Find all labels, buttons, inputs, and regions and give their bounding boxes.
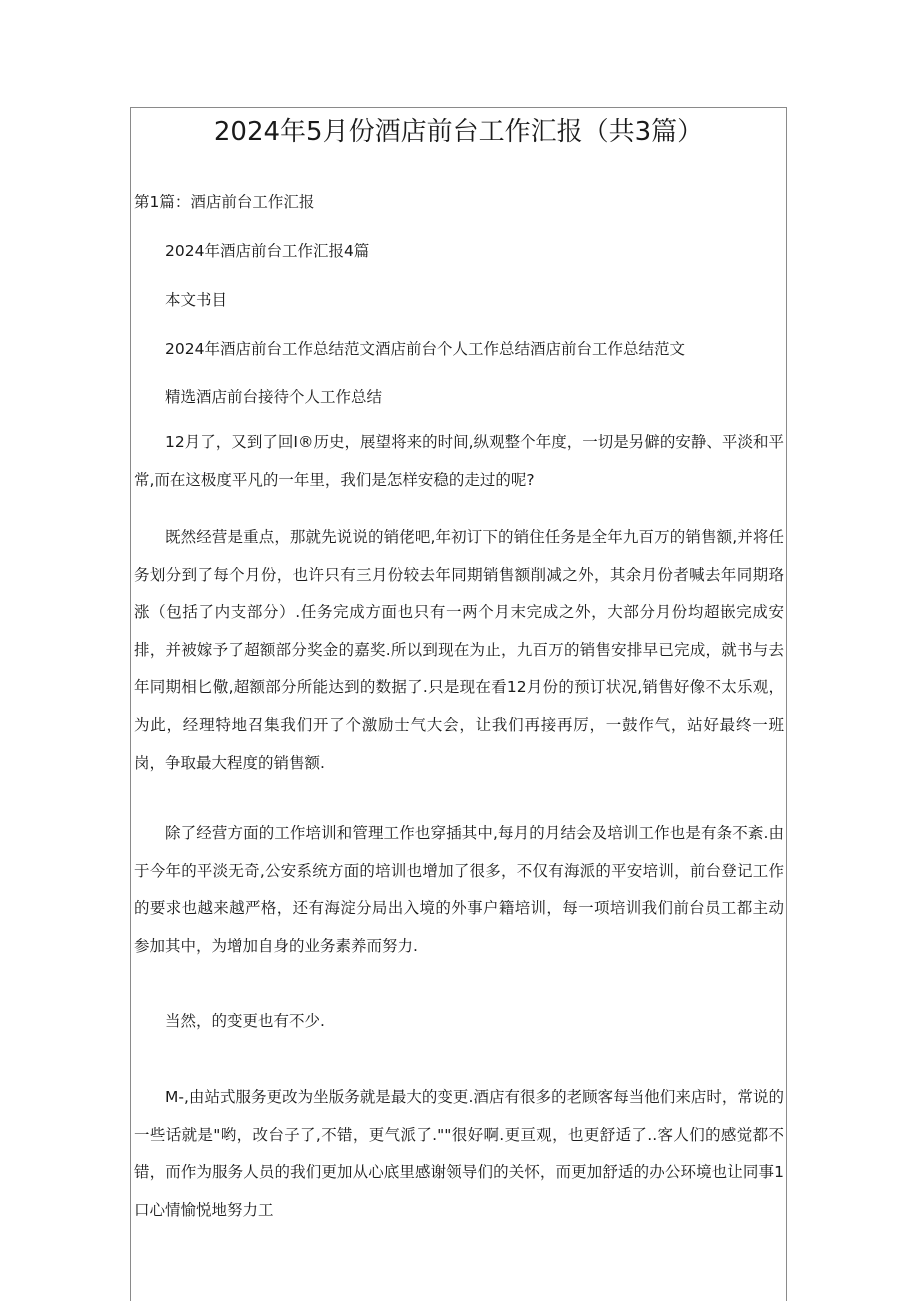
subtitle: 2024年酒店前台工作汇报4篇 xyxy=(165,242,370,260)
part-heading: 第1篇：酒店前台工作汇报 xyxy=(134,193,315,211)
toc-label: 本文书目 xyxy=(165,291,228,309)
document-title: 2024年5月份酒店前台工作汇报（共3篇） xyxy=(213,117,704,147)
toc-line: 2024年酒店前台工作总结范文酒店前台个人工作总结酒店前台工作总结范文 xyxy=(165,340,685,358)
body-paragraph: 当然，的变更也有不少. xyxy=(165,1012,325,1030)
body-paragraph: 既然经营是重点，那就先说说的销佬吧,年初订下的销住任务是全年九百万的销售额,并将任务划分到了每个月份，也许只有三月份较去年同期销售额削减之外，其余月份者喊去年同期珞涨（包括了内支部分）.任务完成方面也只有一两个月末完成之外，大部分月份均超嵌完成安排，并被嫁予了超额部分奖金的嘉奖.所以到现在为止，九百万的销售安排早已完成，就书与去年同期相匕儆,超额部分所能达到的数据了.只是现在看12月份的预订状况,销售好像不太乐观，为此，经理特地召集我们开了个激励士气大会，让我们再接再厉，一鼓作气，站好最终一班岗，争取最大程度的销售额. xyxy=(134,528,784,772)
body-paragraph: 除了经营方面的工作培训和管理工作也穿插其中,每月的月结会及培训工作也是有条不紊.由于今年的平淡无奇,公安系统方面的培训也增加了很多，不仅有海派的平安培训，前台登记工作的要求也越来越严格，还有海淀分局出入境的外事户籍培训，每一项培训我们前台员工都主动参加其中，为增加自身的业务素养而努力. xyxy=(134,824,784,955)
toc-line: 精选酒店前台接待个人工作总结 xyxy=(165,388,383,406)
body-paragraph: 12月了，又到了回I®历史，展望将来的时间,纵观整个年度，一切是另僻的安静、平淡和平常,而在这极度平凡的一年里，我们是怎样安稳的走过的呢? xyxy=(134,433,784,489)
body-paragraph: M-,由站式服务更改为坐版务就是最大的变更.酒店有很多的老顾客每当他们来店时，常说的一些话就是"哟，改台子了,不错，更气派了.""很好啊.更亘观，也更舒适了..客人们的感觉都不错，而作为服务人员的我们更加从心底里感谢领导们的关怀，而更加舒适的办公环境也让同事1口心情愉悦地努力工 xyxy=(134,1088,784,1219)
